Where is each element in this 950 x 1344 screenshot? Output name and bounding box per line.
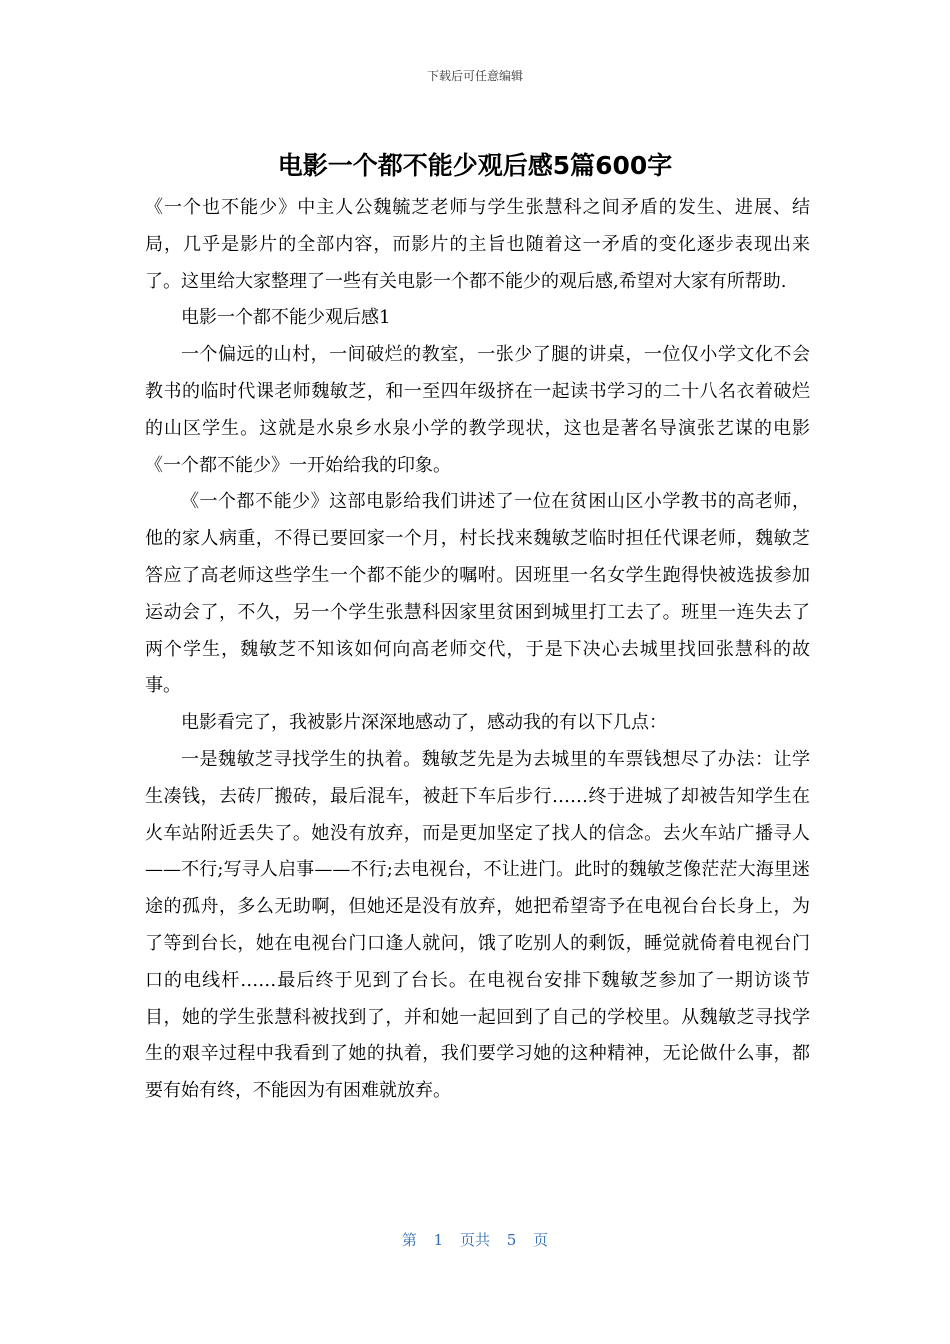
- intro-paragraph: 《一个也不能少》中主人公魏毓芝老师与学生张慧科之间矛盾的发生、进展、结局，几乎是影片的全部内容，而影片的主旨也随着这一矛盾的变化逐步表现出来了。这里给大家整理了一些有关电影一个都不能少的观后感,希望对大家有所帮助.: [145, 197, 810, 292]
- footer-suffix: 页: [533, 1231, 549, 1249]
- section-heading: 电影一个都不能少观后感1: [181, 307, 391, 329]
- body-paragraph: 一个偏远的山村，一间破烂的教室，一张少了腿的讲桌，一位仅小学文化不会教书的临时代课老师魏敏芝，和一至四年级挤在一起读书学习的二十八名衣着破烂的山区学生。这就是水泉乡水泉小学的教学现状，这也是著名导演张艺谋的电影《一个都不能少》一开始给我的印象。: [145, 344, 810, 476]
- header-note: 下载后可任意编辑: [426, 69, 523, 83]
- document-body: [145, 190, 810, 1110]
- body-paragraph: 电影看完了，我被影片深深地感动了，感动我的有以下几点：: [181, 712, 667, 734]
- footer-middle: 页共: [459, 1231, 490, 1249]
- body-paragraph: 《一个都不能少》这部电影给我们讲述了一位在贫困山区小学教书的高老师，他的家人病重，不得已要回家一个月，村长找来魏敏芝临时担任代课老师，魏敏芝答应了高老师这些学生一个都不能少的嘱咐。因班里一名女学生跑得快被选拔参加运动会了，不久，另一个学生张慧科因家里贫困到城里打工去了。班里一连失去了两个学生，魏敏芝不知该如何向高老师交代，于是下决心去城里找回张慧科的故事。: [145, 491, 810, 697]
- footer-total-pages: 5: [506, 1231, 517, 1249]
- footer-page-number: 1: [433, 1231, 444, 1249]
- document-title: 电影一个都不能少观后感5篇600字: [277, 151, 673, 180]
- page-footer: [0, 1229, 950, 1250]
- body-paragraph: 一是魏敏芝寻找学生的执着。魏敏芝先是为去城里的车票钱想尽了办法：让学生凑钱，去砖厂搬砖，最后混车，被赶下车后步行……终于进城了却被告知学生在火车站附近丢失了。她没有放弃，而是更加坚定了找人的信念。去火车站广播寻人——不行;写寻人启事——不行;去电视台，不让进门。此时的魏敏芝像茫茫大海里迷途的孤舟，多么无助啊，但她还是没有放弃，她把希望寄予在电视台台长身上，为了等到台长，她在电视台门口逢人就问，饿了吃别人的剩饭，睡觉就倚着电视台门口的电线杆……最后终于见到了台长。在电视台安排下魏敏芝参加了一期访谈节目，她的学生张慧科被找到了，并和她一起回到了自己的学校里。从魏敏芝寻找学生的艰辛过程中我看到了她的执着，我们要学习她的这种精神，无论做什么事，都要有始有终，不能因为有困难就放弃。: [145, 748, 810, 1102]
- footer-prefix: 第: [401, 1231, 417, 1249]
